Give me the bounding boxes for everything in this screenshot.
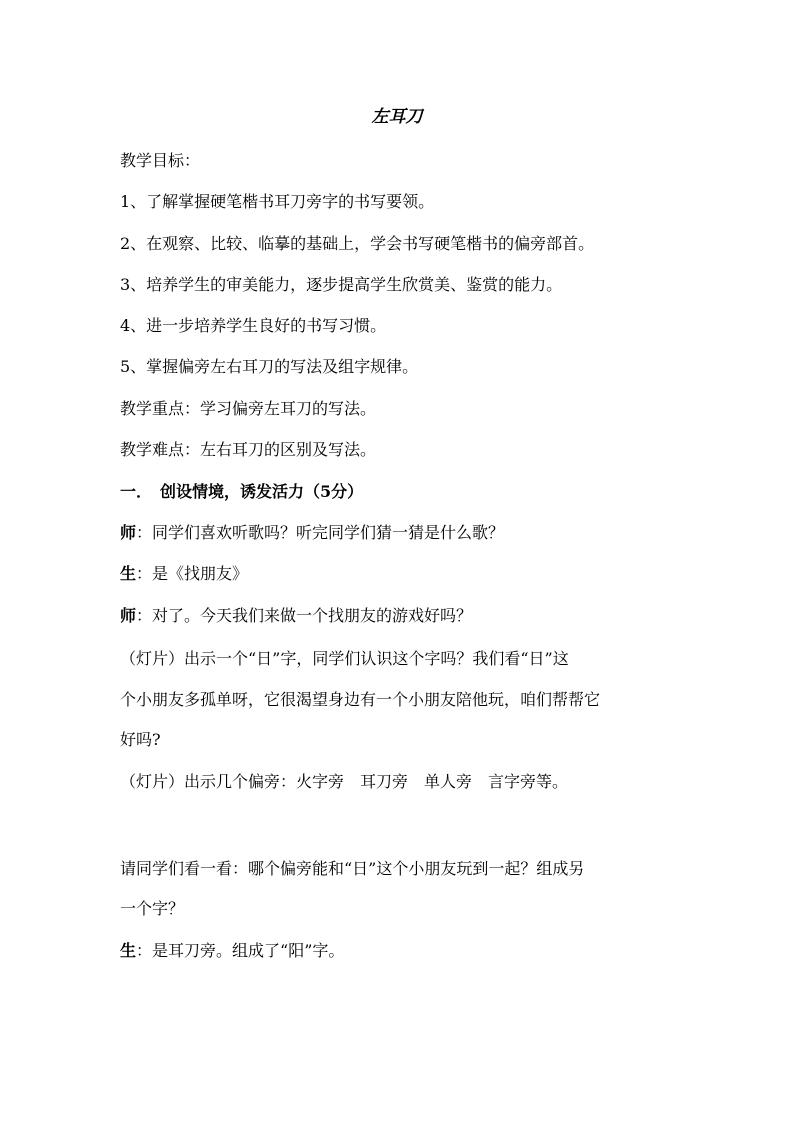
document-title: 左耳刀	[371, 107, 423, 127]
dialog-line-3	[120, 605, 472, 627]
dialog-line-2	[120, 563, 248, 585]
dialog-text: ：对了。今天我们来做一个找朋友的游戏好吗？	[136, 606, 473, 625]
question-line-2: 一个字？	[120, 899, 185, 918]
question-line-1: 请同学们看一看：哪个偏旁能和“日”这个小朋友玩到一起？组成另	[120, 859, 585, 878]
difficulty: 教学难点：左右耳刀的区别及写法。	[120, 440, 377, 459]
dialog-text: ：是《找朋友》	[136, 564, 249, 583]
answer-text: ：是耳刀旁。组成了“阳”字。	[136, 941, 345, 960]
speaker-label: 生	[120, 564, 137, 583]
speaker-label: 生	[120, 941, 137, 960]
objectives-heading: 教学目标：	[120, 151, 201, 170]
slide-paragraph-line-3: 好吗?	[120, 730, 161, 749]
slide-paragraph-line-2: 个小朋友多孤单呀，它很渴望身边有一个小朋友陪他玩，咱们帮帮它	[120, 690, 601, 709]
dialog-line-1	[120, 522, 504, 544]
objective-1: 1、了解掌握硬笔楷书耳刀旁字的书写要领。	[120, 192, 435, 211]
objective-5: 5、掌握偏旁左右耳刀的写法及组字规律。	[120, 357, 419, 376]
objective-2: 2、在观察、比较、临摹的基础上，学会书写硬笔楷书的偏旁部首。	[120, 234, 595, 253]
radicals-line: （灯片）出示几个偏旁：火字旁 耳刀旁 单人旁 言字旁等。	[120, 772, 569, 791]
section-heading-1: 一． 创设情境，诱发活力（5分）	[120, 482, 364, 501]
speaker-label: 师	[120, 523, 137, 542]
objective-3: 3、培养学生的审美能力，逐步提高学生欣赏美、鉴赏的能力。	[120, 275, 563, 294]
answer-line	[120, 940, 344, 962]
dialog-text: ：同学们喜欢听歌吗？听完同学们猜一猜是什么歌？	[136, 523, 505, 542]
objective-4: 4、进一步培养学生良好的书写习惯。	[120, 316, 387, 335]
speaker-label: 师	[120, 606, 137, 625]
key-point: 教学重点：学习偏旁左耳刀的写法。	[120, 399, 377, 418]
slide-paragraph-line-1: （灯片）出示一个“日”字，同学们认识这个字吗？我们看“日”这	[120, 649, 569, 668]
